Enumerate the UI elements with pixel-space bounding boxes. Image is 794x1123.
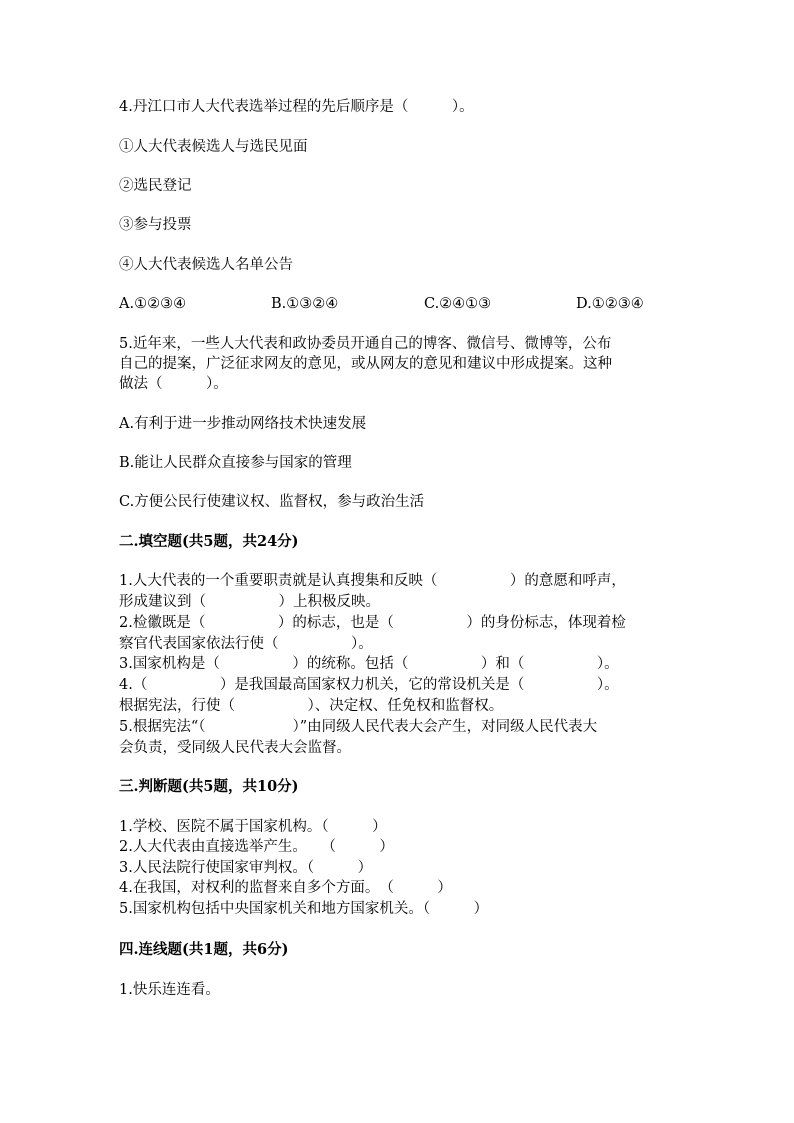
question-5-option-c: C.方便公民行使建议权、监督权，参与政治生活 (119, 494, 425, 510)
question-4-item-4: ④人大代表候选人名单公告 (119, 257, 293, 273)
question-5-option-a: A.有利于进一步推动网络技术快速发展 (119, 416, 367, 432)
fill-line-9: 会负责，受同级人民代表大会监督。 (119, 740, 351, 756)
fill-line-2: 形成建议到（ ）上积极反映。 (119, 594, 380, 610)
fill-line-6: 4.（ ）是我国最高国家权力机关，它的常设机关是（ ）。 (119, 677, 619, 693)
question-4-item-1: ①人大代表候选人与选民见面 (119, 139, 308, 155)
match-line-1: 1.快乐连连看。 (119, 982, 220, 998)
judge-line-2: 2.人大代表由直接选举产生。 （ ） (119, 839, 394, 855)
fill-line-7: 根据宪法，行使（ ）、决定权、任免权和监督权。 (119, 698, 504, 714)
fill-line-5: 3.国家机构是（ ）的统称。包括（ ）和（ ）。 (119, 656, 619, 672)
section-2-heading: 二.填空题(共5题，共24分) (119, 533, 299, 550)
judge-line-4: 4.在我国，对权利的监督来自多个方面。 （ ） (119, 880, 452, 896)
question-5-stem-line-2: 自己的提案，广泛征求网友的意见，或从网友的意见和建议中形成提案。这种 (119, 356, 612, 372)
fill-line-8: 5.根据宪法“（ ）”由同级人民代表大会产生，对同级人民代表大 (119, 719, 598, 735)
question-4-item-3: ③参与投票 (119, 217, 192, 233)
question-5-stem-line-1: 5.近年来，一些人大代表和政协委员开通自己的博客、微信号、微博等，公布 (119, 336, 612, 352)
question-4-item-2: ②选民登记 (119, 178, 192, 194)
fill-line-1: 1.人大代表的一个重要职责就是认真搜集和反映（ ）的意愿和呼声， (119, 573, 626, 589)
judge-line-1: 1.学校、医院不属于国家机构。（ ） (119, 819, 387, 835)
question-5-option-b: B.能让人民群众直接参与国家的管理 (119, 455, 352, 471)
question-4-option-a: A.①②③④ (119, 296, 187, 312)
question-5-stem-line-3: 做法（ ）。 (119, 376, 228, 392)
section-4-heading: 四.连线题(共1题，共6分) (119, 941, 289, 958)
section-3-heading: 三.判断题(共5题，共10分) (119, 778, 299, 795)
judge-line-5: 5.国家机构包括中央国家机关和地方国家机关。（ ） (119, 901, 489, 917)
fill-line-3: 2.检徽既是（ ）的标志，也是（ ）的身份标志，体现着检 (119, 615, 626, 631)
judge-line-3: 3.人民法院行使国家审判权。（ ） (119, 860, 373, 876)
question-4-option-c: C.②④①③ (424, 296, 492, 312)
question-4-option-d: D.①②③④ (576, 296, 644, 312)
question-4-stem: 4.丹江口市人大代表选举过程的先后顺序是（ ）。 (119, 99, 474, 115)
question-4-option-b: B.①③②④ (271, 296, 339, 312)
fill-line-4: 察官代表国家依法行使（ ）。 (119, 636, 373, 652)
